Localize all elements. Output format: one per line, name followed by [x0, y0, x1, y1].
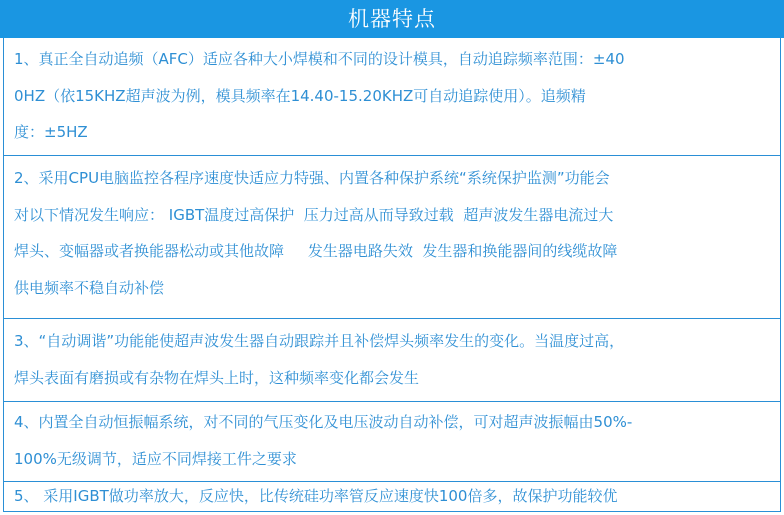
feature-5-line-1: 5、 采用IGBT做功率放大，反应快，比传统硅功率管反应速度快100倍多，故保护功能较优 — [14, 487, 618, 505]
section-title: 机器特点 — [0, 0, 784, 38]
feature-row-4 — [4, 401, 780, 481]
feature-row-3 — [4, 318, 780, 401]
feature-1-line-1: 1、真正全自动追频（AFC）适应各种大小焊模和不同的设计模具，自动追踪频率范围：±40 — [14, 50, 625, 68]
feature-2-line-4: 供电频率不稳自动补偿 — [14, 278, 165, 297]
feature-row-5 — [4, 481, 780, 512]
feature-3-line-2: 焊头表面有磨损或有杂物在焊头上时，这种频率变化都会发生 — [14, 368, 420, 387]
feature-1-line-3: 度：±5HZ — [14, 123, 88, 141]
feature-row-1 — [4, 38, 780, 155]
feature-1-line-2: 0HZ（依15KHZ超声波为例，模具频率在14.40-15.20KHZ可自动追踪使用）。追频精 — [14, 86, 586, 105]
feature-row-2 — [4, 155, 780, 318]
features-table — [3, 38, 781, 512]
feature-3-line-1: 3、“自动调谐”功能能使超声波发生器自动跟踪并且补偿焊头频率发生的变化。当温度过高， — [14, 332, 625, 350]
feature-2-line-1: 2、采用CPU电脑监控各程序速度快适应力特强、内置各种保护系统“系统保护监测”功能会 — [14, 169, 610, 187]
feature-4-line-1: 4、内置全自动恒振幅系统，对不同的气压变化及电压波动自动补偿，可对超声波振幅由50%- — [14, 413, 633, 431]
feature-2-line-2: 对以下情况发生响应： IGBT温度过高保护 压力过高从而导致过载 超声波发生器电流过大 — [14, 205, 614, 224]
feature-4-line-2: 100%无级调节，适应不同焊接工件之要求 — [14, 449, 297, 468]
feature-2-line-3: 焊头、变幅器或者换能器松动或其他故障 发生器电路失效 发生器和换能器间的线缆故障 — [14, 242, 618, 260]
